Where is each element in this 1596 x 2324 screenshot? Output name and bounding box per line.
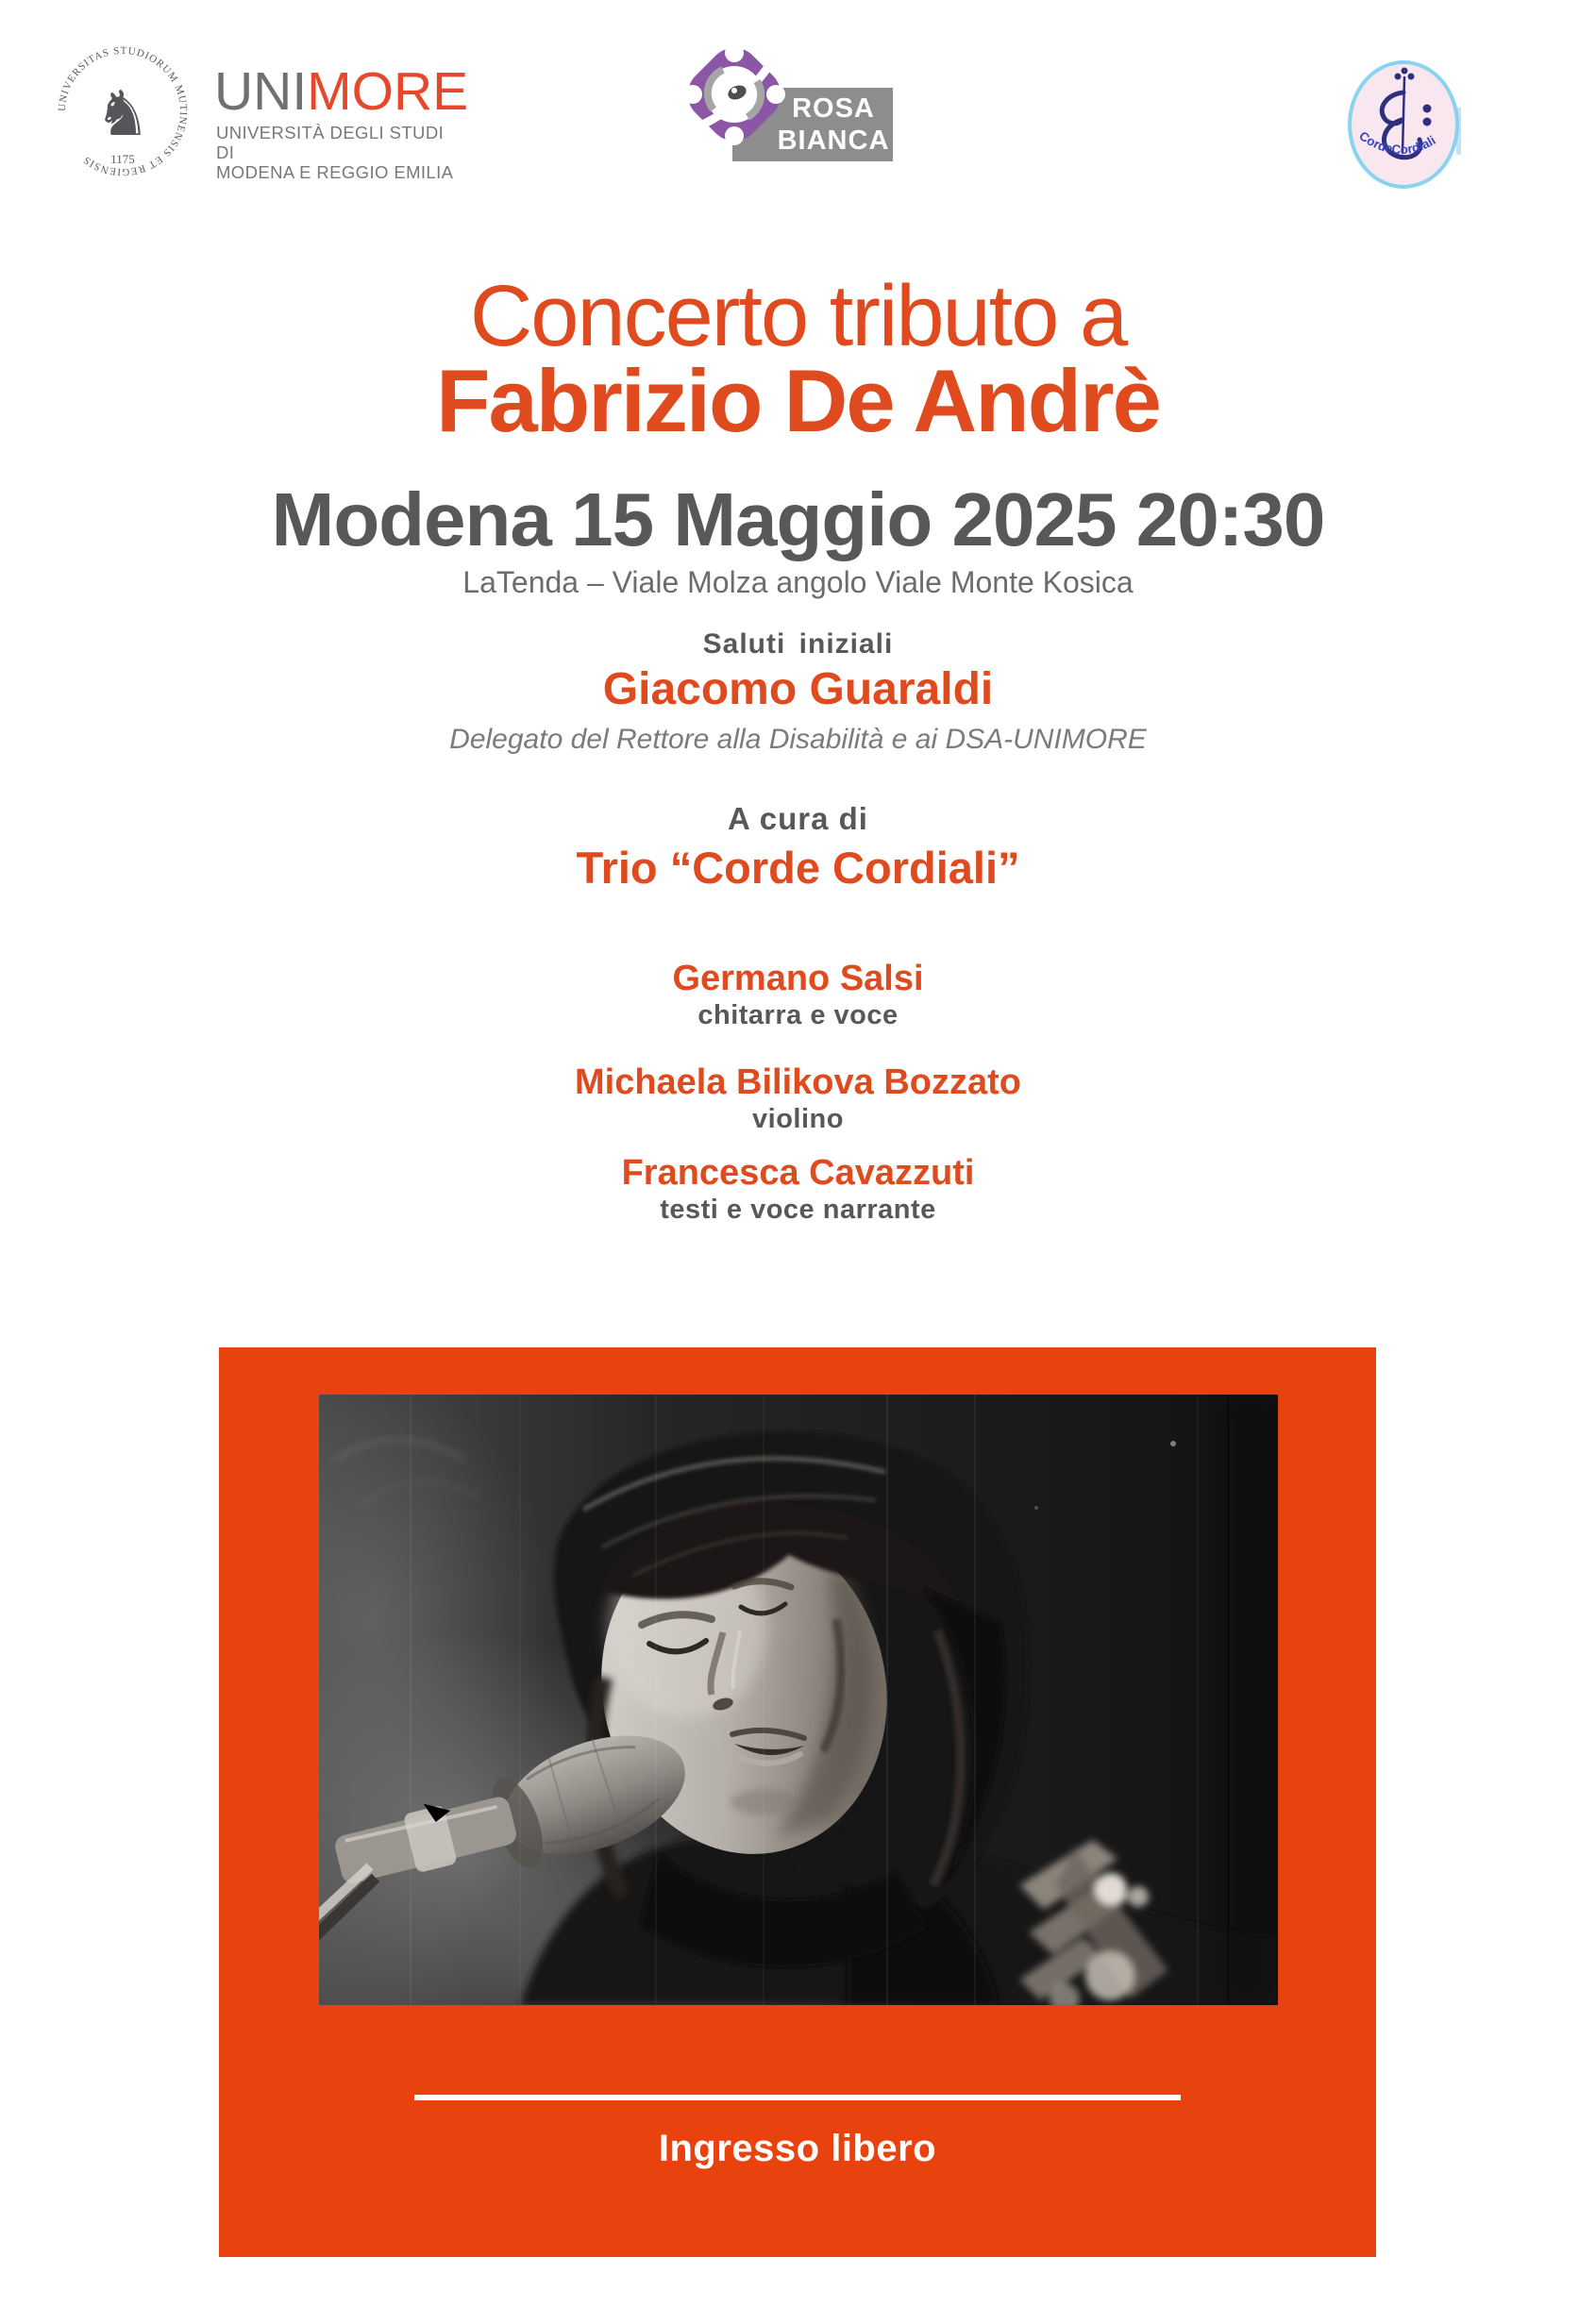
unimore-subtitle-line2: MODENA E REGGIO EMILIA (216, 162, 454, 182)
corde-cordiali-logo (1345, 59, 1462, 191)
greetings-heading: Saluti iniziali (702, 628, 894, 660)
seal-year: 1175 (110, 152, 135, 166)
trio-name: Trio “Corde Cordiali” (576, 843, 1020, 893)
scan-artifact (1456, 108, 1461, 155)
performer-name: Michaela Bilikova Bozzato (574, 1062, 1021, 1102)
rosa-bianca-line1: ROSA (792, 93, 875, 124)
orange-panel (219, 1347, 1376, 2257)
performer-name: Francesca Cavazzuti (621, 1153, 975, 1193)
performer-role: chitarra e voce (697, 1000, 899, 1030)
performer-role: violino (752, 1104, 844, 1134)
unimore-wordmark (214, 60, 468, 123)
wordmark-uni: UNI (214, 61, 308, 122)
performer-role: testi e voce narrante (660, 1195, 936, 1225)
corde-cordiali-label: CordeCordiali (1356, 128, 1438, 158)
rosa-bianca-line2: BIANCA (777, 125, 890, 156)
divider-line (414, 2095, 1181, 2100)
unimore-logo (52, 28, 469, 193)
unimore-subtitle-line1: UNIVERSITÀ DEGLI STUDI DI (216, 123, 445, 162)
performer-name: Germano Salsi (672, 959, 924, 998)
event-date: Modena 15 Maggio 2025 20:30 (271, 477, 1325, 561)
unimore-subtitle (216, 123, 458, 182)
wordmark-more: MORE (307, 61, 469, 122)
curated-by-heading: A cura di (728, 801, 868, 836)
admission-label: Ingresso libero (658, 2128, 937, 2169)
rosa-bianca-emblem-icon (678, 38, 791, 155)
fabrizio-de-andre-photo (319, 1395, 1278, 2005)
greetings-speaker-role: Delegato del Rettore alla Disabilità e ai DSA-UNIMORE (449, 724, 1147, 755)
rosa-bianca-name (776, 92, 891, 157)
poster-title-line2: Fabrizio De Andrè (436, 351, 1160, 450)
rosa-bianca-logo (678, 38, 909, 170)
knight-icon: ♞ (94, 77, 151, 150)
seal-ring-text: UNIVERSITAS STUDIORUM MUTINENSIS ET REGIENSIS (56, 44, 190, 178)
event-venue: LaTenda – Viale Molza angolo Viale Monte Kosica (462, 565, 1134, 599)
greetings-speaker-name: Giacomo Guaraldi (602, 664, 994, 714)
unimore-seal-icon (52, 41, 193, 182)
poster-title-line1: Concerto tributo a (469, 268, 1127, 364)
